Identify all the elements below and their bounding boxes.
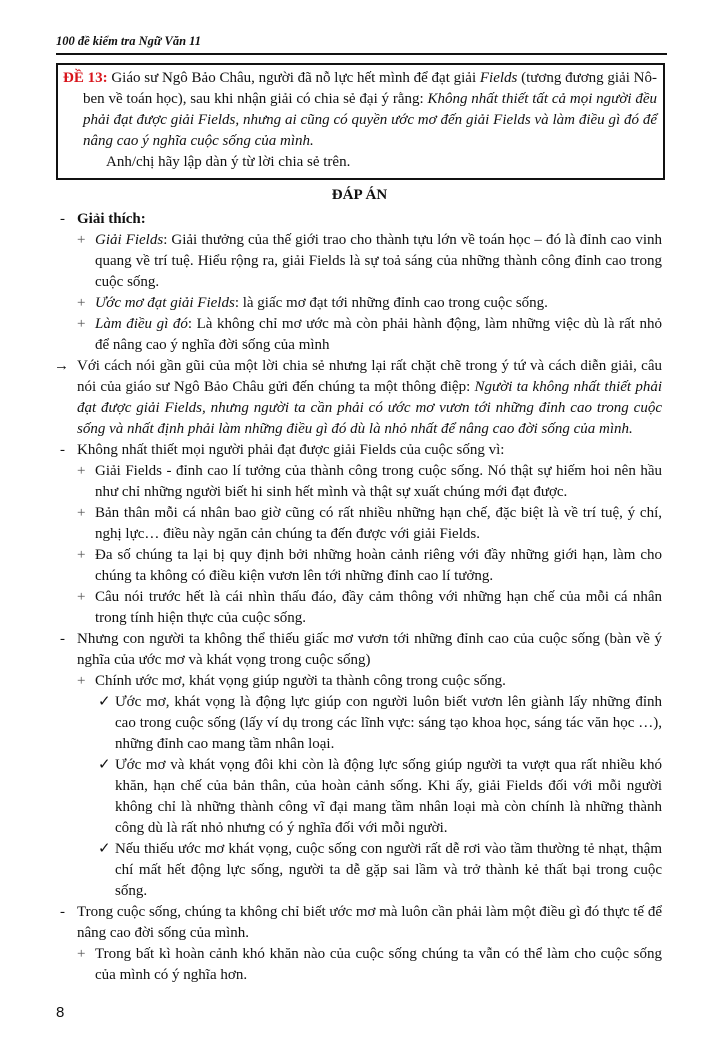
list-item [58,839,662,902]
list-item [58,545,662,587]
header-rule [56,53,667,55]
text-segment: Người ta không nhất thiết phải đạt được giải Fields, nhưng người ta cần phải có ước mơ vươn tới những đỉnh cao trong cuộc sống và nhất định phải làm những điều gì đó dù là nhỏ nhất để nâng cao đời sống của mình. [77,379,662,437]
list-item [58,755,662,839]
list-item [58,671,662,692]
arrow-icon: → [54,358,69,374]
question-box [56,63,665,180]
text-segment: Ước mơ đạt giải Fields [95,295,235,311]
list-item [58,692,662,755]
text-segment: : là giấc mơ đạt tới những đỉnh cao trong cuộc sống. [234,295,548,311]
text-segment: Trong cuộc sống, chúng ta không chỉ biết ước mơ mà luôn cần phải làm một điều gì đó thực tế để nâng cao đời sống của mình. [77,904,662,941]
bullet-marker: + [77,547,86,563]
answer-title: ĐÁP ÁN [331,187,388,203]
answer-content [54,209,662,986]
text-segment: Giải Fields [95,232,164,248]
text-segment: Đa số chúng ta lại bị quy định bởi những hoàn cảnh riêng với đầy những giới hạn, làm cho chúng ta không có điều kiện vươn lên tới những đỉnh cao lí tưởng. [95,547,662,584]
conclusion-paragraph [54,356,662,440]
question-segment: Fields [479,70,518,86]
bullet-marker: - [60,442,65,458]
list-item [58,293,662,314]
bullet-marker: + [77,295,86,311]
checkmark-icon: ✓ [98,757,111,773]
list-item [58,461,662,503]
bullet-marker: - [60,904,65,920]
checkmark-icon: ✓ [98,841,111,857]
bullet-marker: + [77,505,86,521]
bullet-marker: + [77,946,86,962]
text-segment: Chính ước mơ, khát vọng giúp người ta thành công trong cuộc sống. [95,673,506,689]
bullet-marker: + [77,463,86,479]
list-item [58,314,662,356]
text-segment: Không nhất thiết mọi người phải đạt được giải Fields của cuộc sống vì: [77,442,505,458]
text-segment: Nếu thiếu ước mơ khát vọng, cuộc sống con người rất dễ rơi vào tầm thường tẻ nhạt, thậm chí mất hết động lực sống, người ta dễ gặp sai lầm và trở thành kẻ thất bại trong cuộc sống. [115,841,662,899]
checkmark-icon: ✓ [98,694,111,710]
bullet-marker: - [60,631,65,647]
text-segment: Ước mơ và khát vọng đôi khi còn là động lực sống giúp người ta vượt qua rất nhiều khó khăn, hạn chế của bản thân, của hoàn cảnh sống. Khi ấy, giải Fields đối với mỗi người không chỉ là những thành công vĩ đại mang tầm nhân loại mà còn chính là những thành công dù là rất nhỏ nhưng có ý nghĩa đối với mỗi người. [115,757,662,836]
list-item [58,209,662,230]
list-item [58,902,662,944]
bullet-marker: + [77,589,86,605]
text-segment: Giải Fields - đỉnh cao lí tưởng của thành công trong cuộc sống. Nó thật sự hiếm hoi nên hầu như chỉ những người biết hi sinh hết mình và thật sự xuất chúng mới đạt được. [95,463,662,500]
text-segment: Ước mơ, khát vọng là động lực giúp con người luôn biết vươn lên giành lấy những đỉnh cao trong cuộc sống (lấy ví dụ trong các lĩnh vực: sáng tạo khoa học, sáng tác văn học …), những đỉnh cao mang tầm nhân loại. [115,694,662,752]
list-item [58,503,662,545]
question-text [63,68,657,152]
text-segment: Trong bất kì hoàn cảnh khó khăn nào của cuộc sống chúng ta vẫn có thể làm cho cuộc sống của mình có ý nghĩa hơn. [95,946,662,983]
question-segment: Giáo sư Ngô Bảo Châu, người đã nỗ lực hết mình để đạt giải [107,70,480,86]
question-task: Anh/chị hãy lập dàn ý từ lời chia sẻ trên. [106,154,351,170]
text-segment: : Là không chỉ mơ ước mà còn phải hành động, làm những việc dù là rất nhỏ để nâng cao ý nghĩa đời sống của mình [95,316,662,353]
bullet-marker: + [77,316,86,332]
question-label: ĐỀ 13: [63,70,108,86]
text-segment: Với cách nói gần gũi của một lời chia sẻ nhưng lại rất chặt chẽ trong ý tứ và cách diễn giải, câu nói của giáo sư Ngô Bảo Châu gửi đến chúng ta một thông điệp: [77,358,662,395]
running-header: 100 đề kiểm tra Ngữ Văn 11 [56,34,201,48]
bullet-marker: - [60,211,65,227]
list-item [58,629,662,671]
list-item [58,587,662,629]
list-item [58,230,662,293]
bullet-marker: + [77,673,86,689]
text-segment: Làm điều gì đó [95,316,188,332]
text-segment: : Giải thưởng của thế giới trao cho thành tựu lớn về toán học – đó là đỉnh cao vinh quang về trí tuệ. Hiểu rộng ra, giải Fields là sự toả sáng của những thành công đỉnh cao trong cuộc sống. [95,232,662,290]
text-segment: Giải thích: [77,211,146,227]
text-segment: Nhưng con người ta không thể thiếu giấc mơ vươn tới những đỉnh cao của cuộc sống (bàn về ý nghĩa của ước mơ và khát vọng trong cuộc sống) [77,631,662,668]
list-item [58,944,662,986]
text-segment: Bản thân mỗi cá nhân bao giờ cũng có rất nhiều những hạn chế, đặc biệt là về trí tuệ, ý chí, nghị lực… điều này ngăn cản chúng ta đến được với giải Fields. [95,505,662,542]
text-segment: Câu nói trước hết là cái nhìn thấu đáo, đầy cảm thông với những hạn chế của mỗi cá nhân trong tính hiện thực của cuộc sống. [95,589,662,626]
page-number: 8 [56,1004,65,1021]
question-segment: (tương đương giải Nô-ben về toán học), sau khi nhận giải có chia sẻ đại ý rằng: [83,70,658,107]
bullet-marker: + [77,232,86,248]
question-segment: Không nhất thiết tất cả mọi người đều phải đạt được giải Fields, nhưng ai cũng có quyền ước mơ đến giải Fields và làm điều gì đó để nâng cao ý nghĩa cuộc sống của mình. [83,91,657,149]
list-item [58,440,662,461]
